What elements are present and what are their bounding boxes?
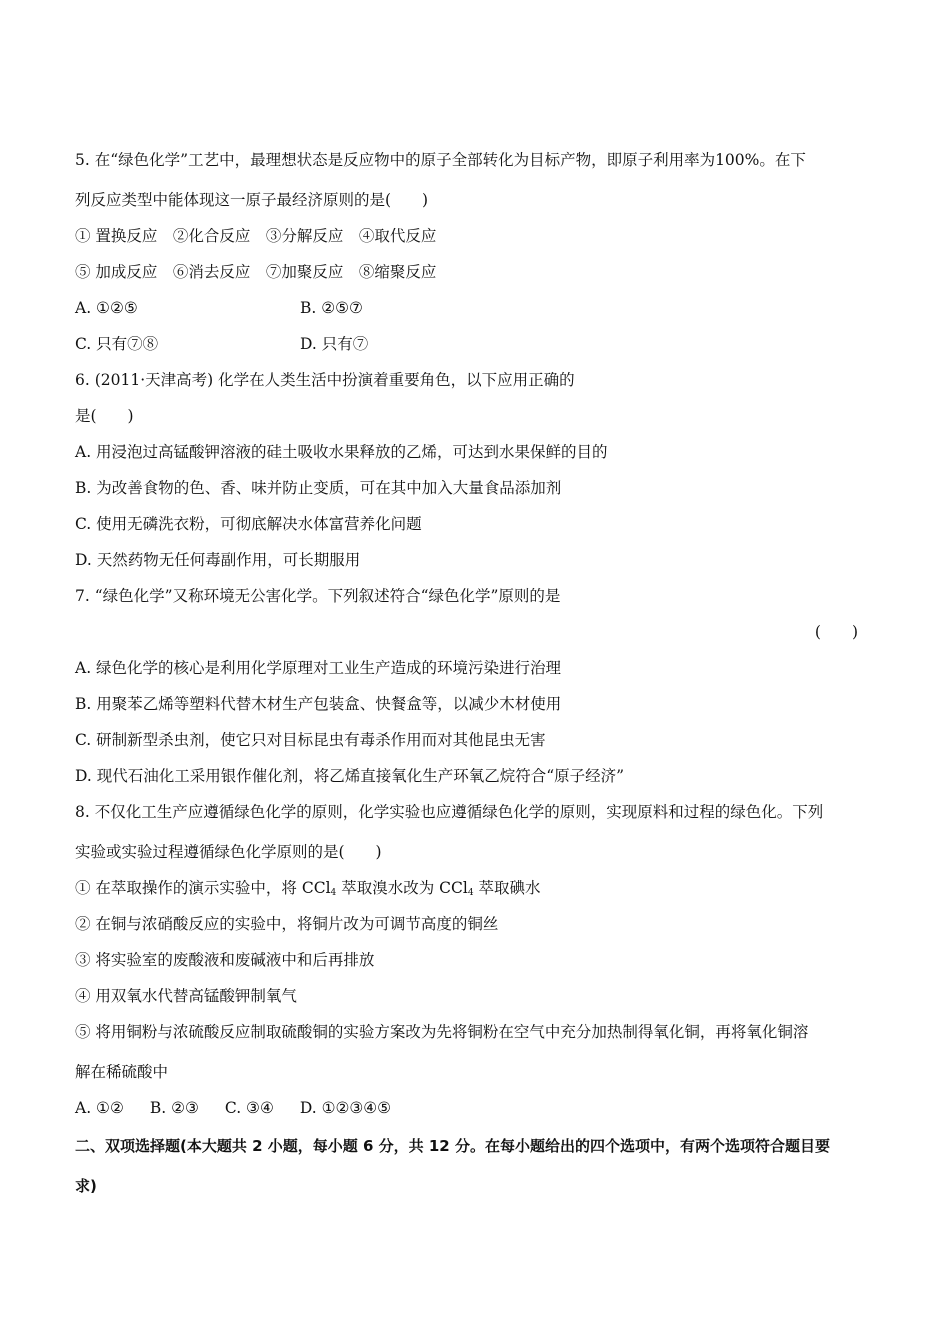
q5-option-a: A. ①②⑤ <box>75 299 138 317</box>
q6-option-b: B. 为改善食物的色、香、味并防止变质，可在其中加入大量食品添加剂 <box>75 479 562 497</box>
q8-option-b: B. ②③ <box>149 1099 199 1117</box>
q7-answer-paren: ( ) <box>814 623 858 641</box>
q8-item-5-line2: 解在稀硫酸中 <box>75 1063 169 1081</box>
q8-stem-line2: 实验或实验过程遵循绿色化学原则的是( ) <box>75 843 382 861</box>
q8-item1-part-c: 萃取碘水 <box>473 879 541 897</box>
q5-option-d: D. 只有⑦ <box>300 335 369 353</box>
q8-option-a: A. ①② <box>75 1099 124 1117</box>
q5-stem-line1: 5. 在“绿色化学”工艺中，最理想状态是反应物中的原子全部转化为目标产物，即原子利用率为100%。在下 <box>75 151 806 169</box>
q8-item1-sub-2: 4 <box>467 888 474 898</box>
q6-stem-line1: 6. (2011·天津高考) 化学在人类生活中扮演着重要角色，以下应用正确的 <box>75 371 575 389</box>
q5-types-row2: ⑤ 加成反应 ⑥消去反应 ⑦加聚反应 ⑧缩聚反应 <box>75 263 437 281</box>
q7-option-c: C. 研制新型杀虫剂，使它只对目标昆虫有毒杀作用而对其他昆虫无害 <box>75 731 546 749</box>
q7-option-d: D. 现代石油化工采用银作催化剂，将乙烯直接氧化生产环氧乙烷符合“原子经济” <box>75 767 625 785</box>
section2-heading-line2: 求) <box>75 1177 97 1195</box>
q8-item-1 <box>75 878 540 903</box>
q8-item1-part-b: 萃取溴水改为 CCl <box>336 879 468 897</box>
q8-stem-line1: 8. 不仅化工生产应遵循绿色化学的原则，化学实验也应遵循绿色化学的原则，实现原料和过程的绿色化。下列 <box>75 803 824 821</box>
q5-types-row1: ① 置换反应 ②化合反应 ③分解反应 ④取代反应 <box>75 227 437 245</box>
q6-option-d: D. 天然药物无任何毒副作用，可长期服用 <box>75 551 361 569</box>
q8-option-c: C. ③④ <box>224 1099 274 1117</box>
q8-item1-sub-1: 4 <box>330 888 337 898</box>
section2-heading-line1: 二、双项选择题(本大题共 2 小题，每小题 6 分，共 12 分。在每小题给出的四个选项中，有两个选项符合题目要 <box>75 1137 830 1155</box>
q5-option-b: B. ②⑤⑦ <box>300 299 363 317</box>
q5-stem-line2: 列反应类型中能体现这一原子最经济原则的是( ) <box>75 191 429 209</box>
q6-option-c: C. 使用无磷洗衣粉，可彻底解决水体富营养化问题 <box>75 515 422 533</box>
q5-option-c: C. 只有⑦⑧ <box>75 335 159 353</box>
q8-item-3: ③ 将实验室的废酸液和废碱液中和后再排放 <box>75 951 375 969</box>
q7-option-b: B. 用聚苯乙烯等塑料代替木材生产包装盒、快餐盒等，以减少木材使用 <box>75 695 562 713</box>
q8-item1-part-a: ① 在萃取操作的演示实验中，将 CCl <box>75 879 331 897</box>
q7-stem-line1: 7. “绿色化学”又称环境无公害化学。下列叙述符合“绿色化学”原则的是 <box>75 587 561 605</box>
q6-option-a: A. 用浸泡过高锰酸钾溶液的硅土吸收水果释放的乙烯，可达到水果保鲜的目的 <box>75 443 608 461</box>
q8-item-2: ② 在铜与浓硝酸反应的实验中，将铜片改为可调节高度的铜丝 <box>75 915 499 933</box>
q8-option-d: D. ①②③④⑤ <box>299 1099 392 1117</box>
q8-item-4: ④ 用双氧水代替高锰酸钾制氧气 <box>75 987 297 1005</box>
q8-options-row <box>75 1098 391 1118</box>
q6-stem-line2: 是( ) <box>75 407 134 425</box>
q7-option-a: A. 绿色化学的核心是利用化学原理对工业生产造成的环境污染进行治理 <box>75 659 562 677</box>
q8-item-5-line1: ⑤ 将用铜粉与浓硫酸反应制取硫酸铜的实验方案改为先将铜粉在空气中充分加热制得氧化铜，再将氧化铜溶 <box>75 1023 809 1041</box>
